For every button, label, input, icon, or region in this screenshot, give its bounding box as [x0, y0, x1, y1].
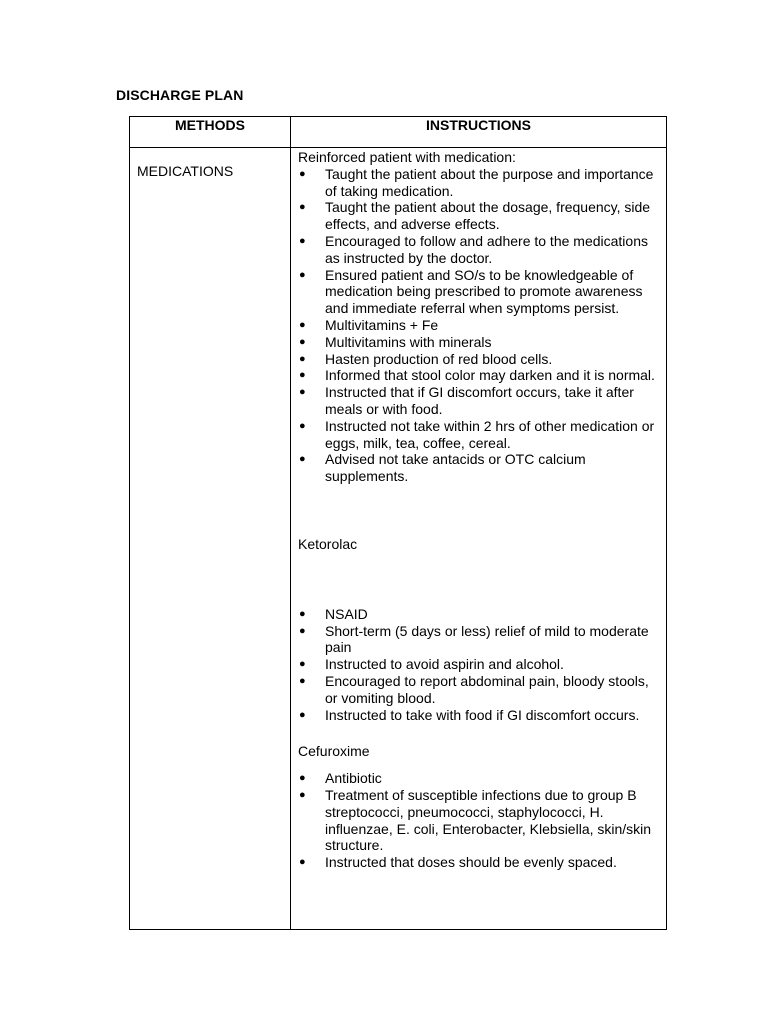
list-item: ● Taught the patient about the purpose and importance of taking medication.: [298, 166, 662, 200]
list-item: ● Multivitamins + Fe: [298, 317, 662, 334]
list-item: ● Informed that stool color may darken and it is normal.: [298, 367, 662, 384]
list-item: ● Hasten production of red blood cells.: [298, 351, 662, 368]
list-item: ● Instructed to take with food if GI discomfort occurs.: [298, 707, 662, 724]
list-item: ● Instructed to avoid aspirin and alcohol.: [298, 656, 662, 673]
list-item: ● Advised not take antacids or OTC calcium supplements.: [298, 451, 662, 485]
methods-header: METHODS: [130, 117, 291, 148]
cefuroxime-list: [298, 770, 662, 871]
document-title: DISCHARGE PLAN: [116, 87, 244, 103]
list-item: ● Encouraged to report abdominal pain, bloody stools, or vomiting blood.: [298, 673, 662, 707]
list-item: ● NSAID: [298, 606, 662, 623]
list-item: ● Instructed that doses should be evenly spaced.: [298, 854, 662, 871]
ketorolac-list: [298, 606, 662, 724]
general-instructions-list: [298, 166, 662, 485]
ketorolac-heading: Ketorolac: [298, 535, 358, 552]
list-item: ● Antibiotic: [298, 770, 662, 787]
list-item: ● Short-term (5 days or less) relief of mild to moderate pain: [298, 623, 662, 657]
list-item: ● Ensured patient and SO/s to be knowledgeable of medication being prescribed to promote awareness and immediate referral when symptoms persist.: [298, 267, 662, 317]
discharge-plan-table: [129, 116, 667, 930]
list-item: ● Encouraged to follow and adhere to the medications as instructed by the doctor.: [298, 233, 662, 267]
list-item: ● Taught the patient about the dosage, frequency, side effects, and adverse effects.: [298, 199, 662, 233]
list-item: ● Multivitamins with minerals: [298, 334, 662, 351]
instructions-cell: [291, 148, 667, 930]
instructions-header: INSTRUCTIONS: [291, 117, 667, 148]
table-row: [130, 148, 667, 930]
table-header-row: [130, 117, 667, 148]
cefuroxime-heading: Cefuroxime: [298, 743, 370, 760]
list-item: ● Instructed not take within 2 hrs of other medication or eggs, milk, tea, coffee, cereal.: [298, 418, 662, 452]
list-item: ● Instructed that if GI discomfort occurs, take it after meals or with food.: [298, 384, 662, 418]
instructions-intro: Reinforced patient with medication:: [298, 149, 516, 165]
method-cell: MEDICATIONS: [130, 148, 291, 930]
list-item: ● Treatment of susceptible infections due to group B streptococci, pneumococci, staphylococci, H. influenzae, E. coli, Enterobacter, Klebsiella, skin/skin structure.: [298, 787, 662, 854]
